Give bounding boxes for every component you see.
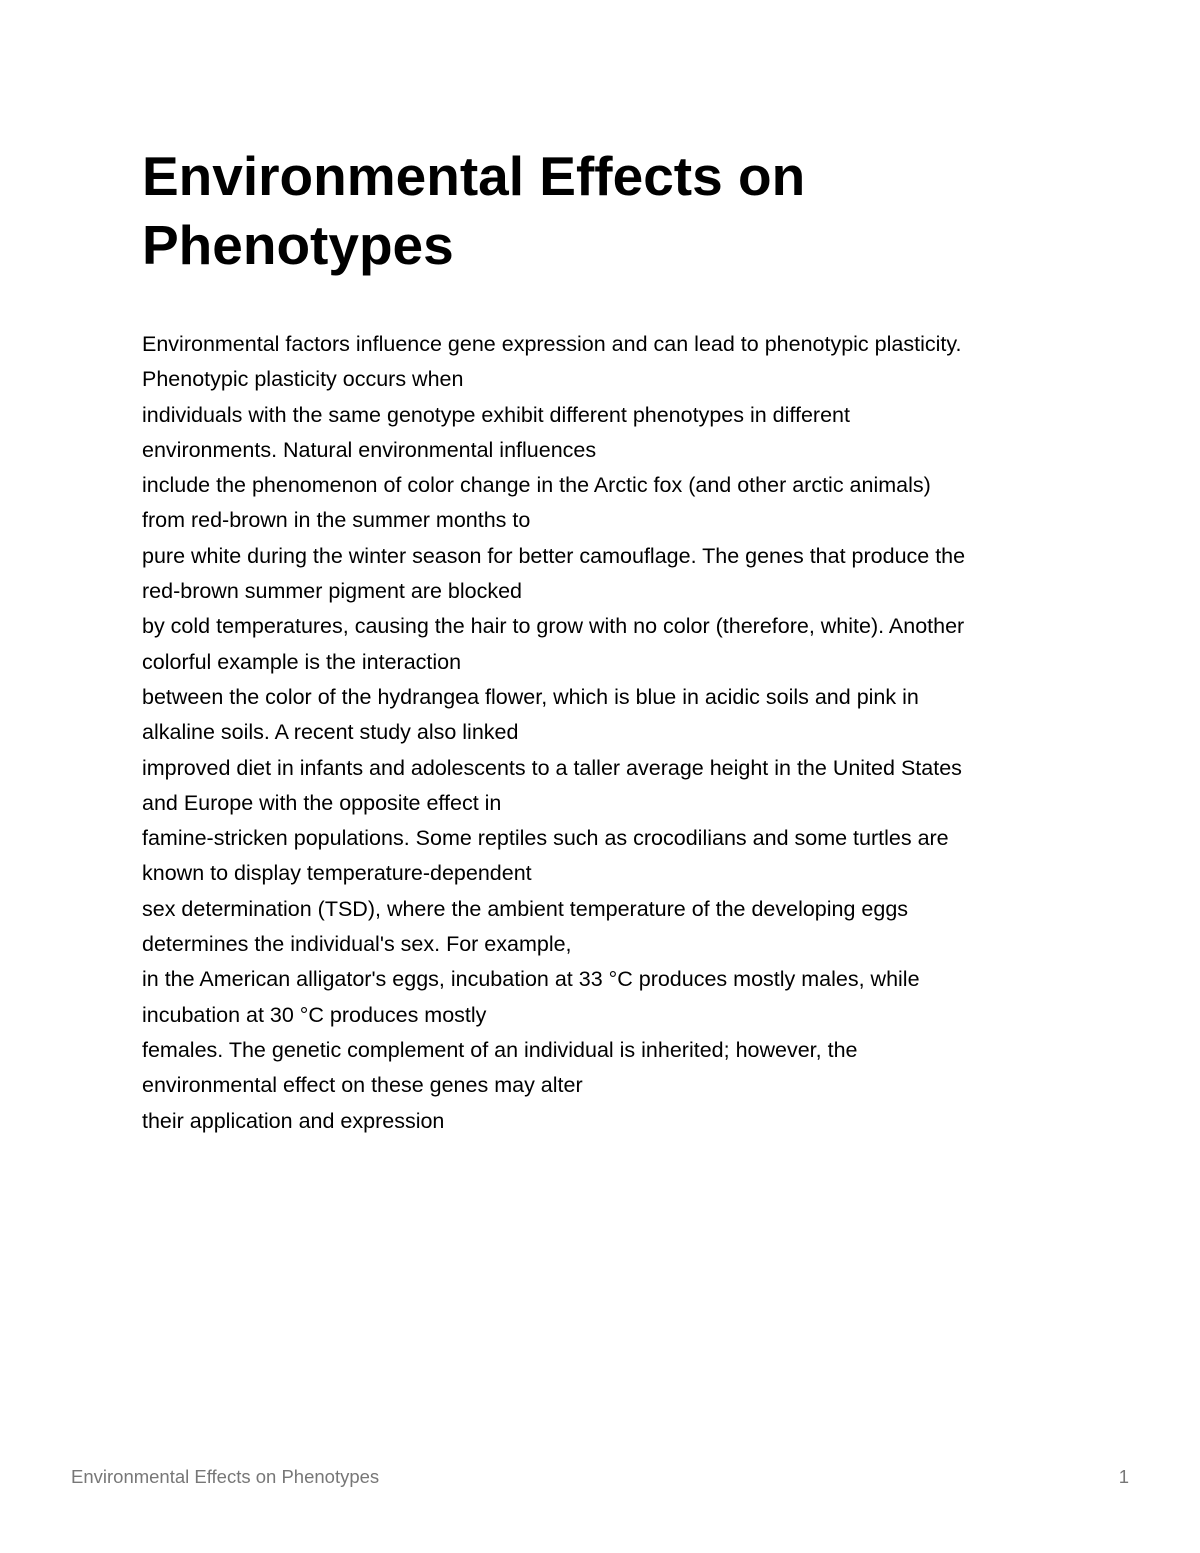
body-line: environmental effect on these genes may alter <box>142 1073 583 1098</box>
body-line: females. The genetic complement of an individual is inherited; however, the <box>142 1037 858 1062</box>
body-line: pure white during the winter season for better camouflage. The genes that produce the <box>142 543 966 568</box>
body-line: include the phenomenon of color change in the Arctic fox (and other arctic animals) <box>142 473 931 498</box>
body-line: environments. Natural environmental influences <box>142 437 597 462</box>
body-line: from red-brown in the summer months to <box>142 508 531 533</box>
body-line: in the American alligator's eggs, incubation at 33 °C produces mostly males, while <box>142 967 920 992</box>
body-line: between the color of the hydrangea flower, which is blue in acidic soils and pink in <box>142 684 919 709</box>
body-line: their application and expression <box>142 1108 445 1133</box>
body-line: determines the individual's sex. For example, <box>142 932 572 957</box>
body-line: sex determination (TSD), where the ambient temperature of the developing eggs <box>142 896 909 921</box>
body-line: Phenotypic plasticity occurs when <box>142 367 464 392</box>
body-line: known to display temperature-dependent <box>142 861 532 886</box>
body-line: famine-stricken populations. Some reptiles such as crocodilians and some turtles are <box>142 826 949 851</box>
page-title-line-2: Phenotypes <box>142 214 454 276</box>
body-line: Environmental factors influence gene expression and can lead to phenotypic plasticity. <box>142 332 962 356</box>
body-line: improved diet in infants and adolescents to a taller average height in the United States <box>142 755 962 780</box>
body-line: alkaline soils. A recent study also linked <box>142 720 519 745</box>
body-line: incubation at 30 °C produces mostly <box>142 1002 487 1027</box>
body-line: individuals with the same genotype exhibit different phenotypes in different <box>142 402 850 427</box>
body-paragraph <box>142 327 1082 1139</box>
body-line: colorful example is the interaction <box>142 649 462 674</box>
page-title <box>142 142 1102 280</box>
body-line: red-brown summer pigment are blocked <box>142 579 522 604</box>
body-line: and Europe with the opposite effect in <box>142 790 502 815</box>
page-title-line-1: Environmental Effects on <box>142 145 806 207</box>
footer-title: Environmental Effects on Phenotypes <box>71 1466 380 1487</box>
footer-page-number: 1 <box>1118 1466 1129 1487</box>
body-line: by cold temperatures, causing the hair to grow with no color (therefore, white). Another <box>142 614 965 639</box>
